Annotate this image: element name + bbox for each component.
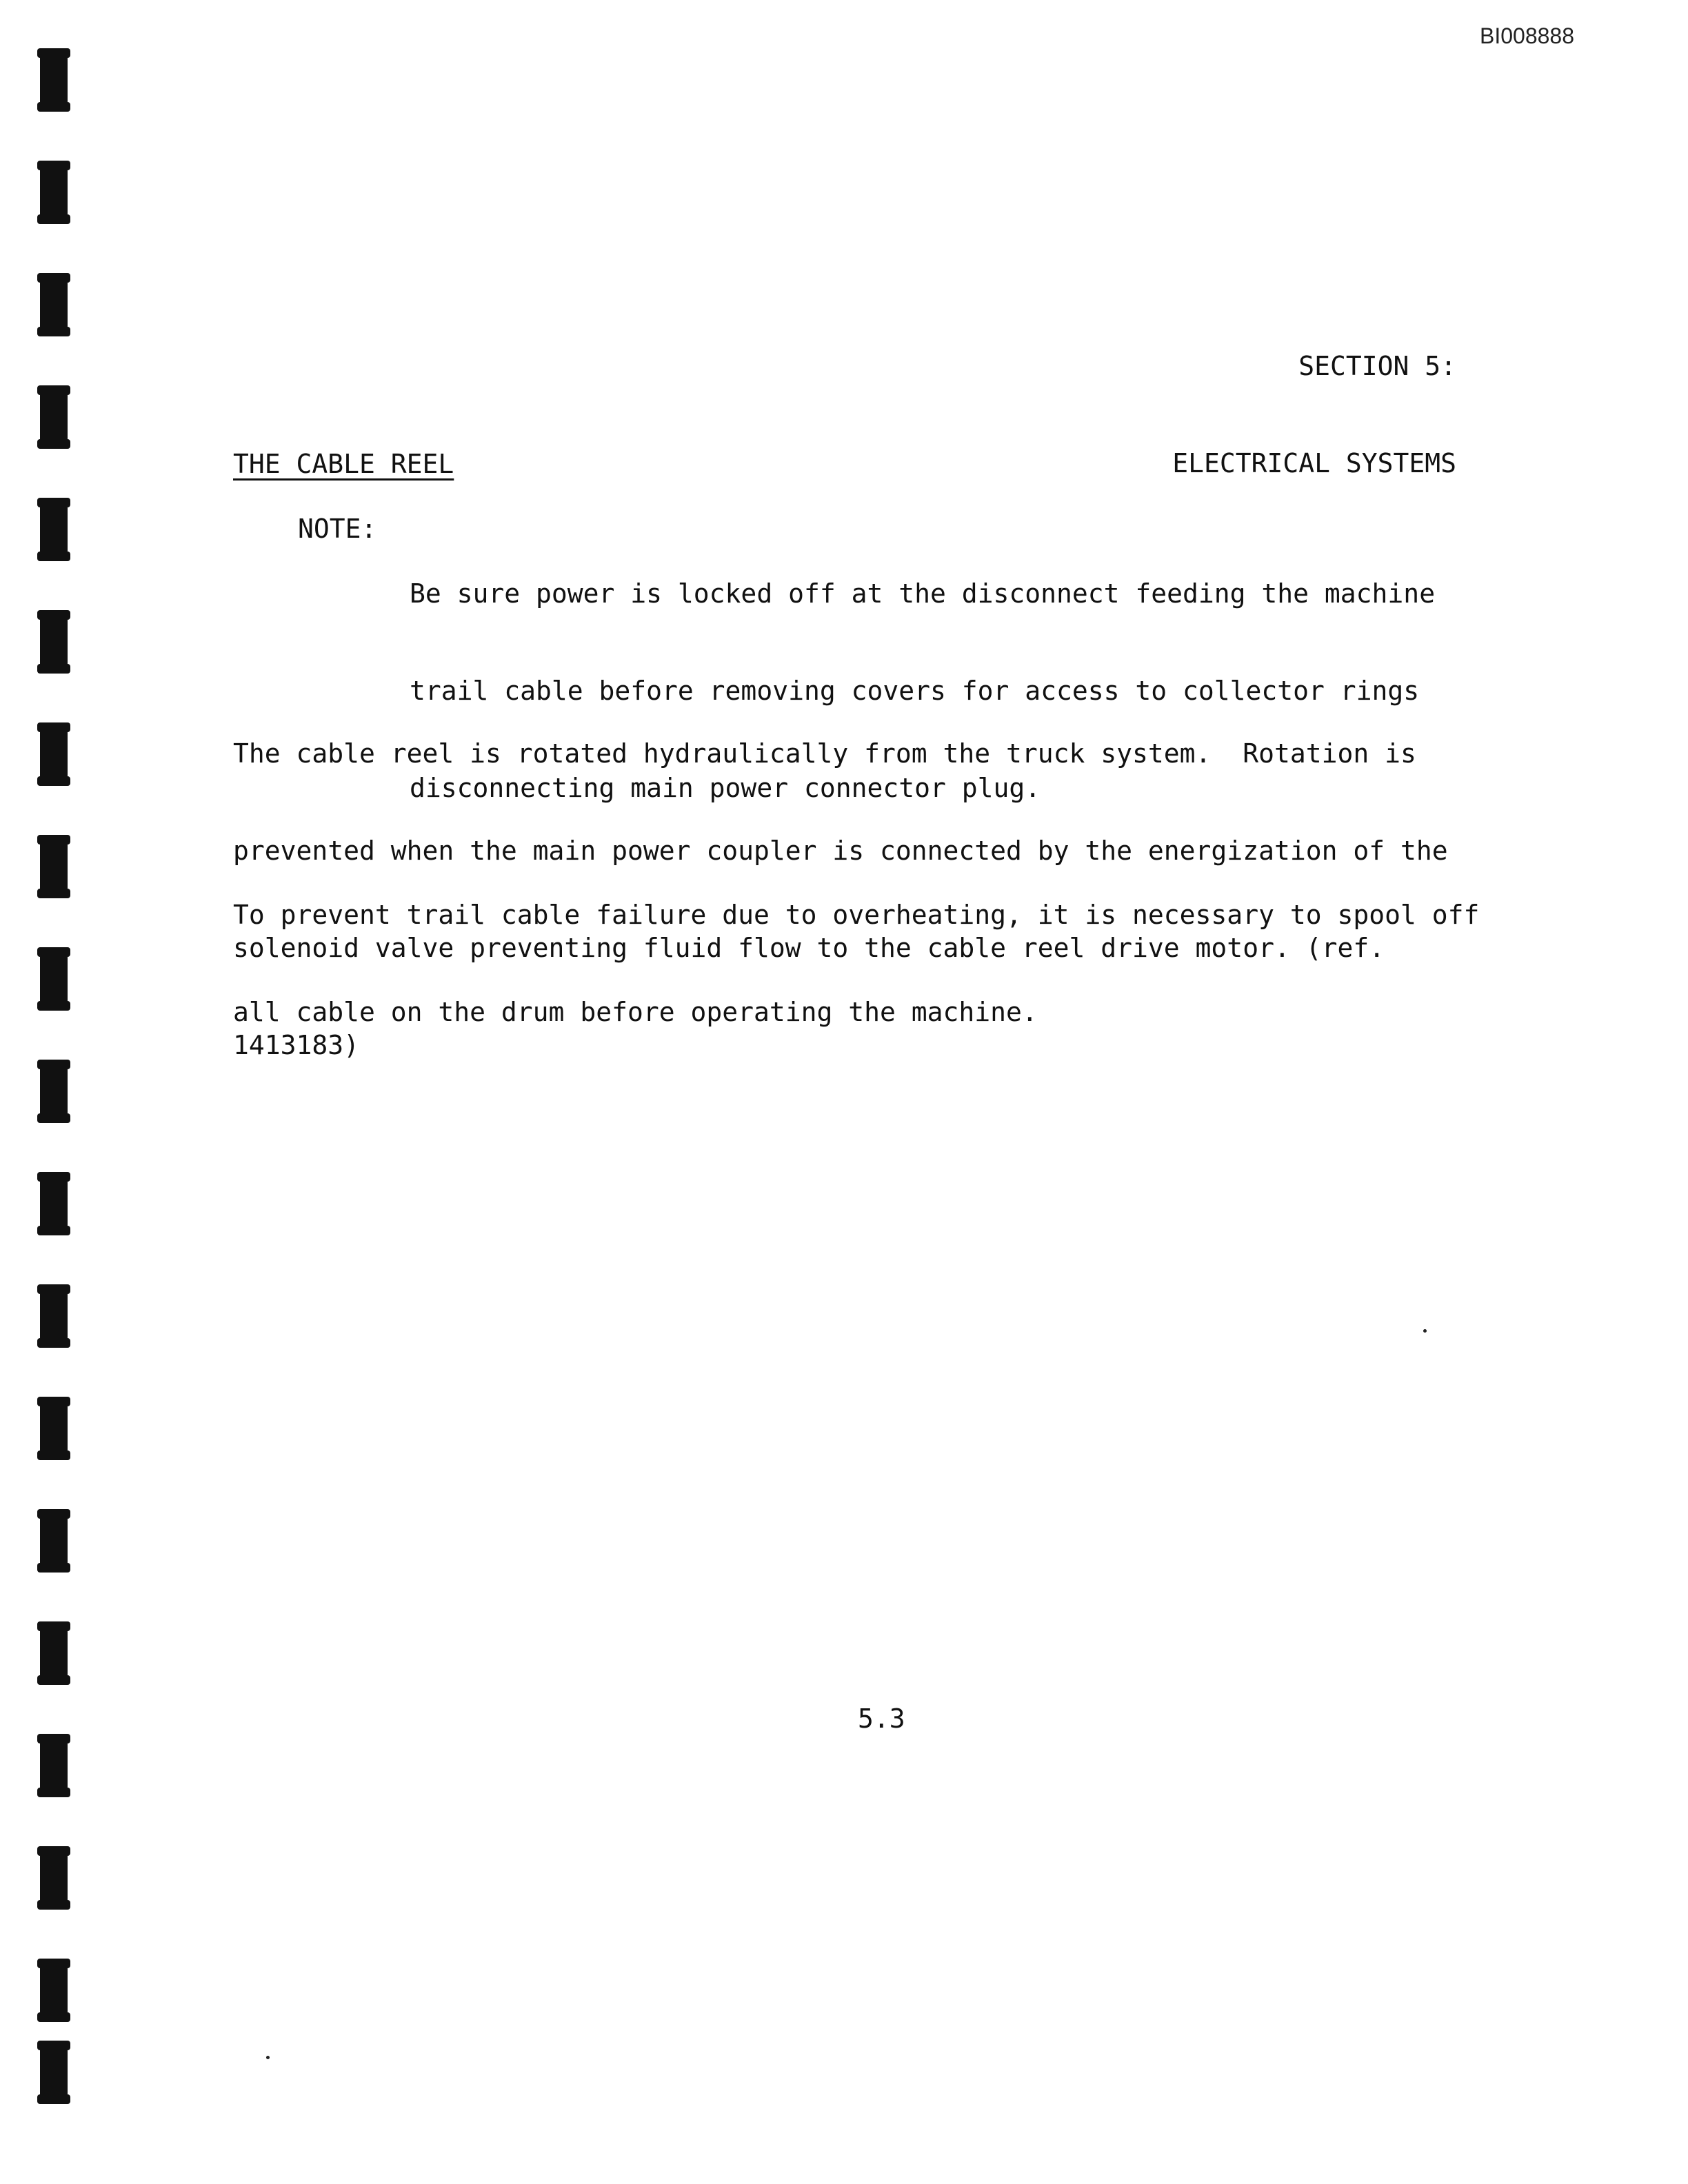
binding-hole: [40, 1734, 68, 1797]
paragraph-line: The cable reel is rotated hydraulically from the truck system. Rotation is: [233, 738, 1416, 769]
document-id: BI008888: [1480, 23, 1575, 48]
binding-hole: [40, 1959, 68, 2022]
binding-hole: [40, 498, 68, 561]
page-number: 5.3: [858, 1703, 905, 1734]
binding-hole: [40, 273, 68, 336]
page-title: THE CABLE REEL: [233, 449, 454, 479]
binding-hole: [40, 610, 68, 674]
binding-holes: [40, 48, 70, 2103]
section-title: ELECTRICAL SYSTEMS: [1172, 448, 1456, 478]
binding-hole: [40, 2041, 68, 2104]
paragraph-overheating: [233, 834, 1479, 1093]
binding-hole: [40, 1621, 68, 1685]
binding-hole: [40, 1172, 68, 1235]
paragraph-line: prevented when the main power coupler is connected by the energization of the: [233, 836, 1448, 866]
note-line: Be sure power is locked off at the disconnect feeding the machine: [410, 578, 1436, 609]
binding-hole: [40, 1846, 68, 1910]
binding-hole: [40, 1397, 68, 1460]
binding-hole: [40, 161, 68, 224]
scan-speck: [266, 2056, 270, 2059]
paragraph-line: solenoid valve preventing fluid flow to the cable reel drive motor. (ref.: [233, 933, 1385, 963]
binding-hole: [40, 48, 68, 112]
scan-speck: [1423, 1329, 1427, 1333]
paragraph-line: 1413183): [233, 1030, 360, 1060]
note-line: trail cable before removing covers for access to collector rings: [410, 676, 1420, 706]
section-heading: [1172, 285, 1456, 545]
binding-hole: [40, 1284, 68, 1348]
binding-hole: [40, 1060, 68, 1123]
note-label: NOTE:: [298, 514, 377, 544]
binding-hole: [40, 722, 68, 786]
paragraph-line: all cable on the drum before operating the machine.: [233, 997, 1038, 1027]
section-number: SECTION 5:: [1298, 351, 1456, 381]
binding-hole: [40, 385, 68, 449]
binding-hole: [40, 947, 68, 1011]
binding-hole: [40, 1509, 68, 1573]
note-line: disconnecting main power connector plug.: [410, 773, 1041, 803]
paragraph-line: To prevent trail cable failure due to overheating, it is necessary to spool off: [233, 900, 1480, 930]
binding-hole: [40, 835, 68, 898]
